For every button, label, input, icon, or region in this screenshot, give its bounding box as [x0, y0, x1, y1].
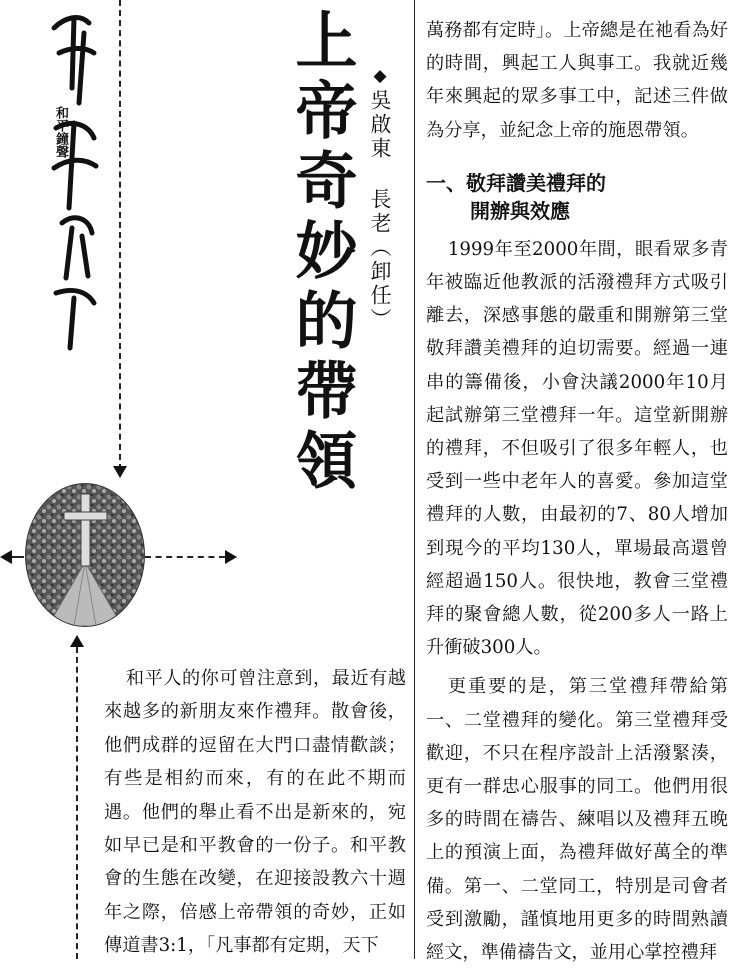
arrow-left-icon: [0, 550, 12, 564]
column-divider: [414, 0, 415, 959]
article-title: 上帝奇妙的帶領: [285, 8, 358, 498]
intro-paragraph: 萬務都有定時」。上帝總是在祂看為好的時間，興起工人與事工。我就近幾年來興起的眾多事工中，記述三件做為分享，並紀念上帝的施恩帶領。: [426, 20, 728, 141]
column-calligraphy-logo: [44, 8, 104, 353]
dashed-guide-bottom: [76, 647, 78, 959]
author-line: 吳啟東 長老（卸任）: [368, 89, 392, 332]
right-column: [426, 14, 728, 969]
dashed-guide-top: [119, 0, 121, 470]
arrow-down-icon: [113, 466, 127, 478]
section-paragraph-2: 更重要的是，第三堂禮拜帶給第一、二堂禮拜的變化。第三堂禮拜受歡迎，不只在程序設計上活潑緊湊，更有一群忠心服事的同工。他們用很多的時間在禱告、練唱以及禮拜五晚上的預演上面，為禮拜做好萬全的準備。第一、二堂同工，特別是司會者受到激勵，謹慎地用更多的時間熟讀經文，準備禱告文，並用心掌控禮拜: [426, 676, 728, 964]
article-author: [367, 66, 393, 332]
dashed-guide-right: [145, 556, 225, 558]
diamond-bullet-icon: ◆: [370, 66, 390, 89]
section-paragraph-1: 1999年至2000年間，眼看眾多青年被臨近他教派的活潑禮拜方式吸引離去，深感事態的嚴重和開辦第三堂敬拜讚美禮拜的迫切需要。經過一連串的籌備後，小會決議2000年10月起試辦第三堂禮拜一年。這堂新開辦的禮拜，不但吸引了很多年輕人，也受到一些中老年人的喜愛。參加這堂禮拜的人數，由最初的7、80人增加到現今的平均130人，單場最高還曾經超過150人。很快地，教會三堂禮拜的聚會總人數，從200多人一路上升衝破300人。: [426, 238, 728, 659]
section-heading-line1: 一、敬拜讚美禮拜的: [426, 170, 606, 195]
section-heading: [426, 169, 728, 225]
left-body-text: 和平人的你可曾注意到，最近有越來越多的新朋友來作禮拜。散會後，他們成群的逗留在大門口盡情歡談；有些是相約而來，有的在此不期而遇。他們的舉止看不出是新來的，宛如早已是和平教會的一份子。和平教會的生態在改變，在迎接設教六十週年之際，倍感上帝帶領的奇妙，正如傳道書3:1，「凡事都有定期，天下: [104, 668, 406, 957]
arrow-right-icon: [225, 550, 237, 564]
section-heading-line2: 開辦與效應: [470, 198, 570, 223]
column-title-circled: 和平鐘聲: [53, 106, 68, 158]
dashed-guide-left: [12, 556, 24, 558]
arrow-up-icon: [70, 635, 84, 647]
cross-photo: [25, 483, 145, 627]
